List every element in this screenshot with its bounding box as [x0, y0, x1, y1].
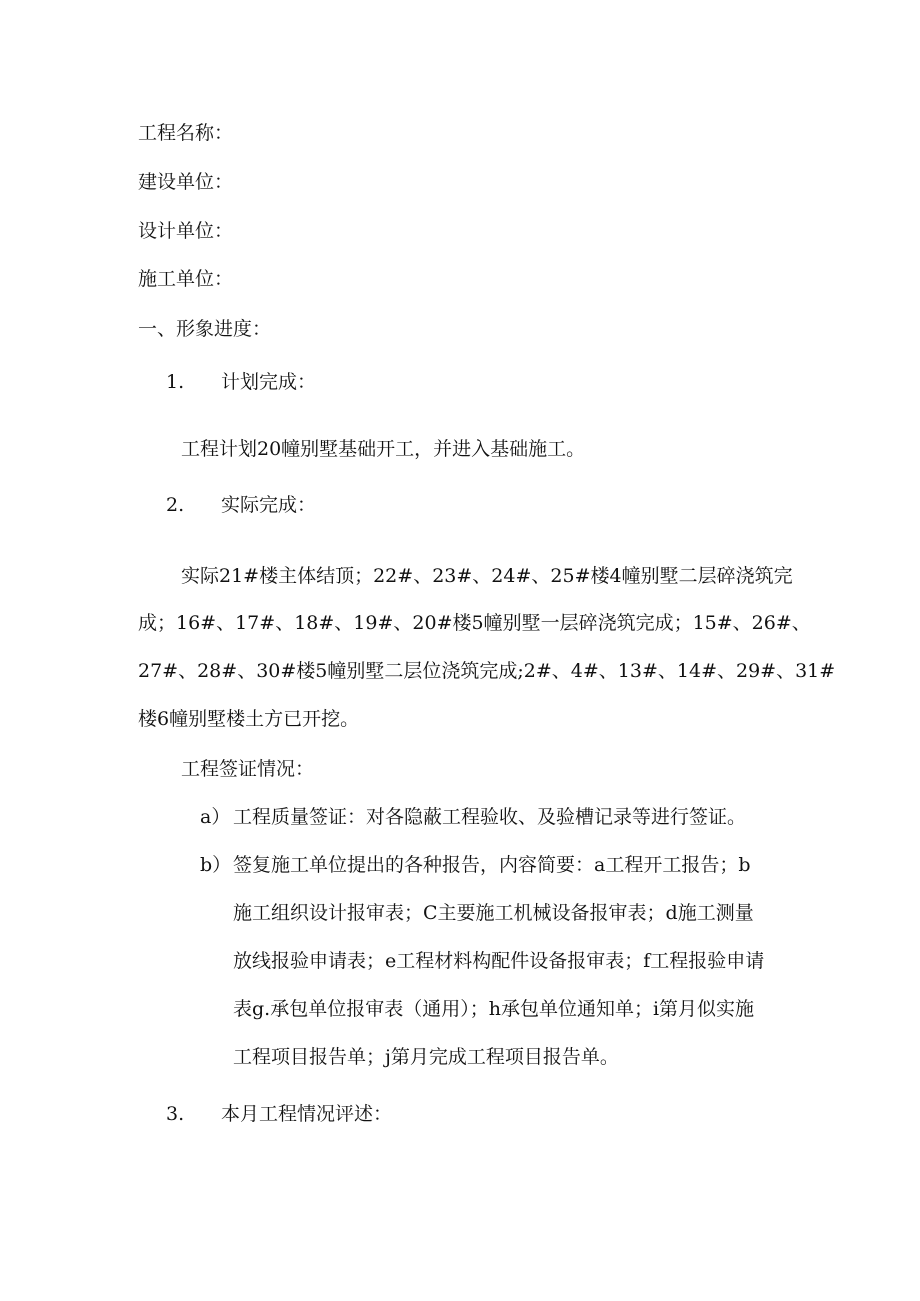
- designer-label: 设计单位：: [138, 220, 234, 242]
- visa-item-a-marker: a）: [200, 806, 231, 828]
- item-2-paragraph-line: 27#、28#、30#楼5幢别墅二层位浇筑完成;2#、4#、13#、14#、29#、31#: [138, 660, 836, 682]
- item-1-label: 计划完成：: [221, 371, 317, 393]
- visa-item-b-line: 工程项目报告单；j第月完成工程项目报告单。: [233, 1046, 619, 1068]
- section-title-progress: 一、形象进度：: [138, 318, 272, 340]
- visa-item-b-line: 表g.承包单位报审表（通用）；h承包单位通知单；i第月似实施: [233, 998, 755, 1020]
- item-1-text: 工程计划20幢别墅基础开工，并进入基础施工。: [181, 438, 586, 460]
- item-2-paragraph-line: 实际21#楼主体结顶；22#、23#、24#、25#楼4幢别墅二层碎浇筑完: [181, 565, 793, 587]
- visa-item-b-line: 放线报验申请表；e工程材料构配件设备报审表；f工程报验申请: [233, 950, 765, 972]
- project-name-label: 工程名称：: [138, 122, 234, 144]
- item-2-paragraph-line: 楼6幢别墅楼土方已开挖。: [138, 708, 360, 730]
- item-1-number: 1.: [166, 371, 185, 393]
- item-3-label: 本月工程情况评述：: [221, 1103, 393, 1125]
- owner-label: 建设单位：: [138, 171, 234, 193]
- contractor-label: 施工单位：: [138, 268, 234, 290]
- item-2-number: 2.: [166, 494, 185, 516]
- visa-item-a-text: 工程质量签证：对各隐蔽工程验收、及验槽记录等进行签证。: [233, 806, 747, 828]
- item-2-paragraph-line: 成；16#、17#、18#、19#、20#楼5幢别墅一层碎浇筑完成；15#、26#、: [138, 612, 811, 634]
- visa-item-b-line: 施工组织设计报审表；C主要施工机械设备报审表；d施工测量: [233, 902, 754, 924]
- visa-item-b-line: 签复施工单位提出的各种报告，内容简要：a工程开工报告；b: [233, 854, 751, 876]
- visa-item-b-marker: b）: [200, 854, 232, 876]
- visa-section-title: 工程签证情况：: [181, 758, 315, 780]
- item-2-label: 实际完成：: [221, 494, 317, 516]
- item-3-number: 3.: [166, 1103, 185, 1125]
